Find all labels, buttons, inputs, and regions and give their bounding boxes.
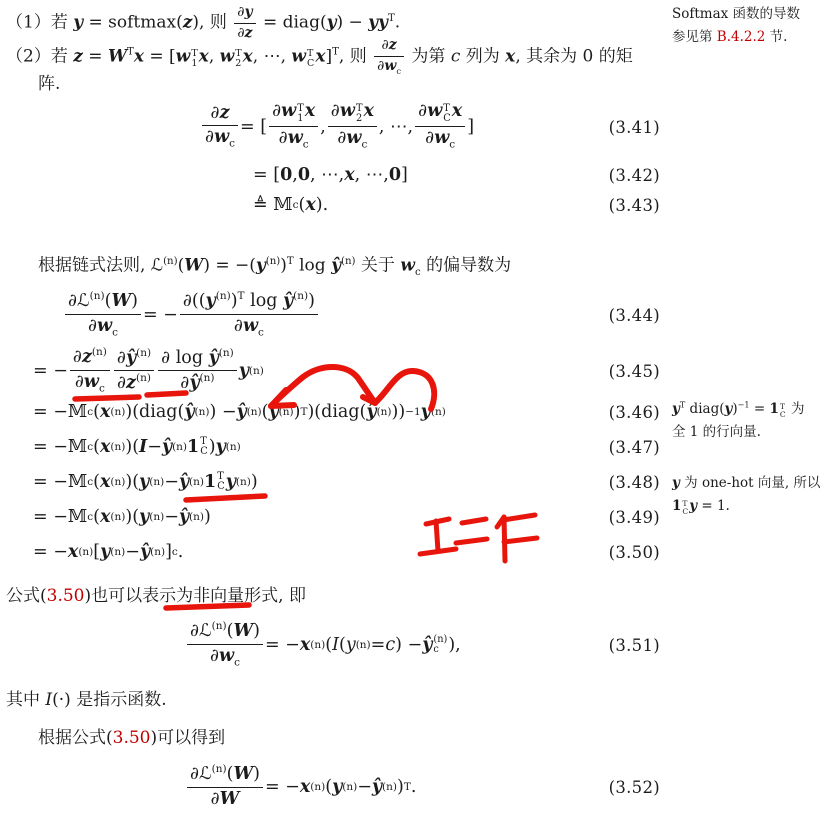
margin-note-line: 参见第 B.4.2.2 节. — [672, 28, 788, 45]
equation-3-51 — [0, 616, 660, 674]
margin-note-one-hot — [672, 472, 832, 518]
underlined-phrase: 非向量形式 — [193, 586, 279, 606]
equation-body: ∂ℒ$^{(n)}$(W) $\partial w_c$ = − $\partial((y^{(n)})^T$ $\log ŷ^{(n)}$) $\partial w_c$ — [63, 291, 320, 339]
equation-body: = −𝕄 c ( x (n) )( y (n) − ŷ (n) 1 T C y (n) ) — [33, 470, 258, 492]
equation-3-42 — [0, 162, 660, 188]
equation-number: (3.44) — [608, 305, 660, 325]
list-item-2: （2）若 $z = W^Tx = [w$ T 1 x, w T 2 x, ⋯, w T C x]$^T$, 则 $\frac{\partial z}{\partial w_c}$ 为第 c 列为 x, 其余为 0 的矩 — [6, 37, 633, 76]
equation-number: (3.46) — [608, 402, 660, 422]
equation-number: (3.45) — [608, 361, 660, 381]
paragraph-indicator-function: 其中 I(·) 是指示函数. — [6, 690, 167, 710]
equation-body: = −𝕄 c ( x (n) )( y (n) − ŷ (n) ) — [33, 507, 211, 527]
equation-number: (3.47) — [608, 437, 660, 457]
list-item-2-continuation: 阵. — [38, 74, 61, 94]
equation-number: (3.51) — [608, 635, 660, 655]
margin-note-row-vector — [672, 398, 832, 444]
equation-number: (3.49) — [608, 507, 660, 527]
margin-note-line: $y^T$ $diag(y)^{-1} = 1$ T C 为 — [672, 399, 805, 419]
equation-3-43 — [0, 192, 660, 218]
equation-number: (3.48) — [608, 472, 660, 492]
equation-3-49 — [0, 504, 660, 530]
equation-3-50 — [0, 539, 660, 565]
equation-3-41 — [0, 98, 660, 156]
equation-body: ∂ℒ$^{(n)}$(W) $\partial w_c$ = − x (n) ( I ( y (n) = c ) − ŷ (n) c ), — [185, 621, 461, 669]
pen-underline-1cy — [186, 496, 265, 500]
paragraph-from-350: 根据公式(3.50)可以得到 — [38, 728, 226, 748]
equation-body: = −𝕄 c ( x (n) )(diag( ŷ (n) ) − ŷ (n) ( ŷ (n) ) T )(diag( ŷ (n) )) −1 y (n) — [33, 402, 446, 422]
equation-number: (3.41) — [608, 117, 660, 137]
equation-3-52 — [0, 758, 660, 816]
equation-number: (3.50) — [608, 542, 660, 562]
paragraph-formula-350: 公式(3.50)也可以表示为非向量形式, 即 — [6, 586, 306, 606]
margin-note-line: Softmax 函数的导数 — [672, 6, 801, 22]
ref-link-3-50[interactable]: 3.50 — [112, 728, 151, 748]
equation-body: = −𝕄 c ( x (n) )( I − ŷ (n) 1 T C ) y (n) — [33, 435, 241, 457]
equation-number: (3.52) — [608, 777, 660, 797]
equation-3-46 — [0, 399, 660, 425]
equation-body: ∂ℒ$^{(n)}$(W) ∂W = − x (n) ( y (n) − ŷ (n) ) T . — [185, 764, 416, 809]
margin-note-line: 全 1 的行向量. — [672, 423, 761, 440]
list-item-1: （1）若 y = softmax(z), 则 $\frac{\partial y}{\partial z}$ = diag(y) − $yy^T$. — [6, 4, 401, 41]
paragraph-chain-rule: 根据链式法则, ℒ$^{(n)}$(W) = $-(y^{(n)})^T$ $\log ŷ^{(n)}$ 关于 $w_c$ 的偏导数为 — [38, 255, 512, 279]
ref-link-b422[interactable]: B.4.2.2 — [716, 28, 766, 45]
equation-3-48 — [0, 469, 660, 495]
ref-link-3-50[interactable]: 3.50 — [46, 586, 85, 606]
equation-3-44 — [0, 284, 660, 346]
equation-body: ≜ 𝕄 c ( x ). — [253, 195, 329, 215]
equation-3-45 — [0, 344, 660, 398]
margin-note-line: 1 T C y = 1. — [672, 497, 730, 516]
equation-3-47 — [0, 434, 660, 460]
equation-body: = [ 0 , 0 , ⋯, x , ⋯, 0 ] — [253, 165, 408, 185]
margin-note-softmax-derivative — [672, 3, 832, 49]
equation-number: (3.42) — [608, 165, 660, 185]
equation-body: = − x (n) [ y (n) − ŷ (n) ] c . — [33, 542, 184, 562]
equation-body: = − $\partial z^{(n)}$ $\partial w_c$ $\partial ŷ^{(n)}$ $\partial z^{(n)}$ ∂ $\log ŷ^{(n)}$ $\partial ŷ^{(n)}$ y (n) — [33, 346, 264, 395]
equation-number: (3.43) — [608, 195, 660, 215]
margin-note-line: y 为 one-hot 向量, 所以 — [672, 475, 821, 491]
equation-body: ∂z $\partial w_c$ = [ ∂w T 1 x $\partial w_c$ , ∂w T 2 x $\partial w_c$ , ⋯, ∂w T C x $\partial w_c$ ] — [200, 102, 474, 151]
